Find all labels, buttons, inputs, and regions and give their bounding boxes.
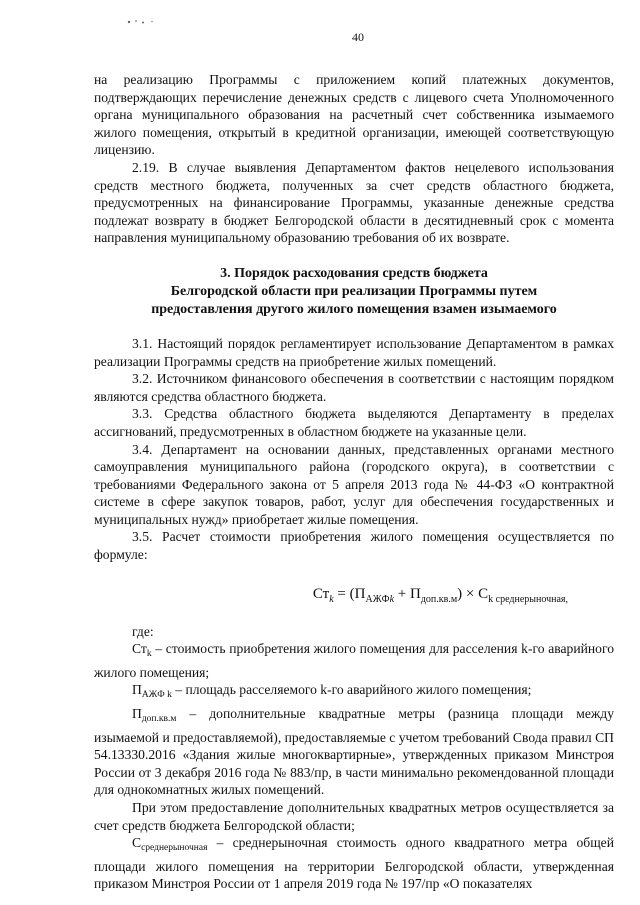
definition-note: При этом предоставление дополнительных квадратных метров осуществляется за счет средств бюджета Белгородской области; [94, 800, 614, 833]
definition-market-price: $С_{среднерыночная}$ – среднерыночная стоимость одного квадратного метра общей площади жилого помещения на территории Белгородской области, утвержденная приказом Минстроя России от 1 апреля 2019 года № 197/пр «О показателях [94, 835, 614, 892]
scan-artifact [126, 12, 156, 18]
definition-area: $П_{АЖФ k}$ – площадь расселяемого k-го аварийного жилого помещения; [132, 682, 532, 701]
paragraph-2-19: 2.19. В случае выявления Департаментом фактов нецелевого использования средств местного бюджета, полученных за счет средств областного бюджета, предусмотренных на финансирование Программы, указанные денежные средства подлежат возврату в бюджет Белгородской области в десятидневный срок с момента направления муниципальному образованию требования об их возврате. [94, 159, 614, 246]
page-number: 40 [352, 30, 364, 44]
paragraph-continuation: на реализацию Программы с приложением копий платежных документов, подтверждающих перечисление денежных средств с лицевого счета Уполномоченного органа муниципального образования на расчетный счет собственника изымаемого жилого помещения, открытый в кредитной организации, имеющей соответствующую лицензию. [94, 72, 614, 158]
definition-extra-meters: $П_{доп.кв.м}$ – дополнительные квадратные метры (разница площади между изымаемой и предоставляемой), предоставляемые с учетом требований Свода правил СП 54.13330.2016 «Здания жилые многоквартирные», утвержденных приказом Минстроя России от 3 декабря 2016 года № 883/пр, в части минимально рекомендованной площади для однокомнатных жилых помещений. [94, 706, 614, 798]
section-heading-line-1: 3. Порядок расходования средств бюджета [220, 265, 488, 281]
paragraph-3-3: 3.3. Средства областного бюджета выделяются Департаменту в пределах ассигнований, предусмотренных в областном бюджете на указанные цели. [94, 406, 614, 439]
where-label: где: [132, 623, 154, 639]
paragraph-3-2: 3.2. Источником финансового обеспечения в соответствии с настоящим порядком являются средства областного бюджета. [94, 371, 614, 404]
cost-formula: $Ст_k = (П_{АЖФk} + П_{доп.кв.м}) \times С_{k среднерыночная,}$ [312, 585, 568, 605]
definition-cost: $Ст_k$ – стоимость приобретения жилого помещения для расселения k-го аварийного жилого помещения; [94, 641, 614, 680]
section-heading [94, 265, 614, 319]
section-heading-line-3: предоставления другого жилого помещения взамен изымаемого [151, 301, 557, 317]
section-heading-line-2: Белгородской области при реализации Программы путем [170, 283, 538, 299]
paragraph-3-4: 3.4. Департамент на основании данных, представленных органами местного самоуправления муниципального района (городского округа), в соответствии с требованиями Федерального закона от 5 апреля 2013 года № 44-ФЗ «О контрактной системе в сфере закупок товаров, работ, услуг для обеспечения государственных и муниципальных нужд» приобретает жилые помещения. [94, 441, 614, 527]
paragraph-3-5: 3.5. Расчет стоимости приобретения жилого помещения осуществляется по формуле: [94, 529, 614, 563]
paragraph-3-1: 3.1. Настоящий порядок регламентирует использование Департаментом в рамках реализации Программы средств на приобретение жилых помещений. [94, 335, 614, 369]
